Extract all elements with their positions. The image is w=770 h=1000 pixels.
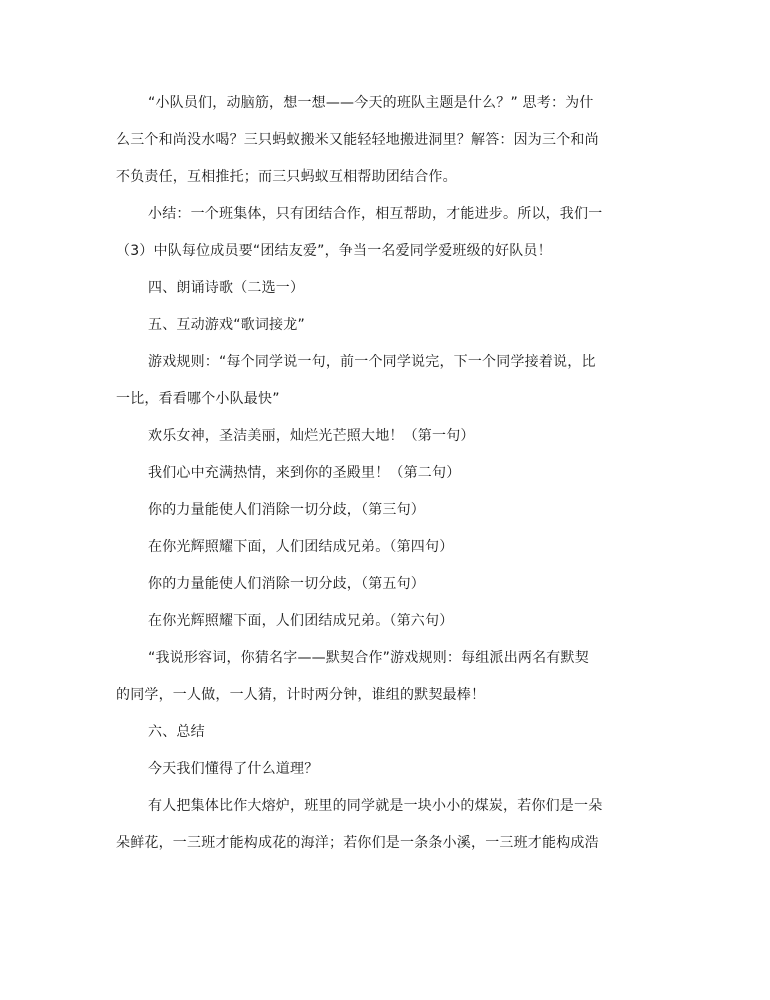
paragraph-line: 不负责任，互相推托；而三只蚂蚁互相帮助团结合作。 bbox=[116, 169, 457, 185]
section-heading: 五、互动游戏“歌词接龙” bbox=[148, 317, 305, 333]
paragraph-line: 游戏规则：“每个同学说一句，前一个同学说完，下一个同学接着说，比 bbox=[148, 354, 596, 370]
paragraph-line: 今天我们懂得了什么道理？ bbox=[148, 761, 319, 777]
lyric-line: 在你光辉照耀下面，人们团结成兄弟。（第四句） bbox=[148, 539, 454, 555]
paragraph-line: 朵鲜花，一三班才能构成花的海洋；若你们是一条条小溪，一三班才能构成浩 bbox=[116, 835, 599, 851]
paragraph-line: 一比，看看哪个小队最快” bbox=[116, 391, 280, 407]
lyric-line: 在你光辉照耀下面，人们团结成兄弟。（第六句） bbox=[148, 613, 454, 629]
section-heading: 四、朗诵诗歌（二选一） bbox=[148, 280, 305, 296]
section-heading: 六、总结 bbox=[148, 724, 205, 740]
lyric-line: 你的力量能使人们消除一切分歧，（第五句） bbox=[148, 576, 425, 592]
paragraph-line: 有人把集体比作大熔炉，班里的同学就是一块小小的煤炭，若你们是一朵 bbox=[148, 798, 603, 814]
paragraph-line: 么三个和尚没水喝？三只蚂蚁搬米又能轻轻地搬进洞里？解答：因为三个和尚 bbox=[116, 132, 599, 148]
paragraph-line: “小队员们，动脑筋，想一想——今天的班队主题是什么？” 思考：为什 bbox=[148, 95, 594, 111]
paragraph-line: （3）中队每位成员要“团结友爱”，争当一名爱同学爱班级的好队员！ bbox=[116, 243, 552, 259]
paragraph-line: 小结：一个班集体，只有团结合作，相互帮助，才能进步。所以，我们一 bbox=[148, 206, 603, 222]
lyric-line: 我们心中充满热情，来到你的圣殿里！（第二句） bbox=[148, 465, 461, 481]
lyric-line: 欢乐女神，圣洁美丽，灿烂光芒照大地！（第一句） bbox=[148, 428, 475, 444]
lyric-line: 你的力量能使人们消除一切分歧，（第三句） bbox=[148, 502, 425, 518]
paragraph-line: “我说形容词，你猜名字——默契合作”游戏规则：每组派出两名有默契 bbox=[148, 650, 589, 666]
paragraph-line: 的同学，一人做，一人猜，计时两分钟，谁组的默契最棒！ bbox=[116, 687, 486, 703]
